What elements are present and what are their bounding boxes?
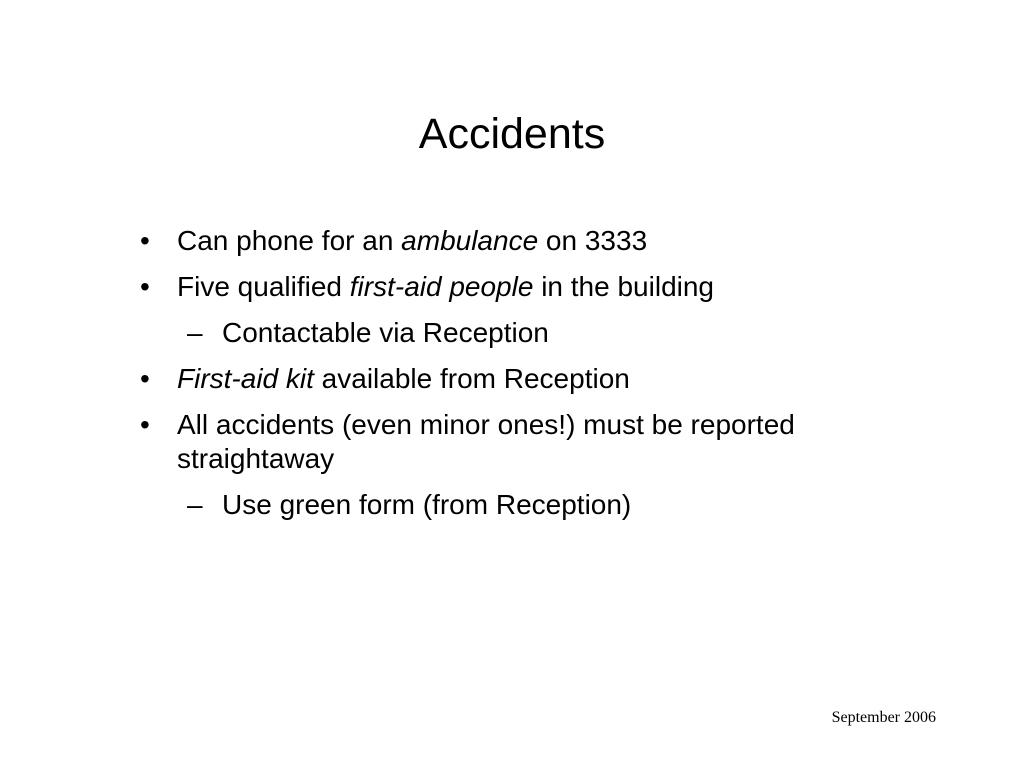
bullet-item-first-aid-kit xyxy=(0,362,797,396)
bullet-text: Can phone for an xyxy=(177,225,402,256)
sub-bullet-item-contactable xyxy=(0,316,822,350)
bullet-text: in the building xyxy=(533,271,714,302)
bullet-marker: • xyxy=(140,363,150,394)
bullet-text: Use green form (from Reception) xyxy=(222,489,632,520)
bullet-text: Five qualified xyxy=(177,271,350,302)
bullet-emphasis: first-aid people xyxy=(349,271,534,302)
bullet-marker: • xyxy=(140,225,150,256)
bullet-marker: • xyxy=(140,271,150,302)
bullet-text: Contactable via Reception xyxy=(222,317,549,348)
dash-marker: – xyxy=(187,317,203,348)
bullet-text: All accidents (even minor ones!) must be reported straightaway xyxy=(177,409,795,474)
bullet-item-ambulance xyxy=(0,224,797,258)
slide-footer-date: September 2006 xyxy=(831,709,936,726)
bullet-emphasis: First-aid kit xyxy=(177,363,314,394)
bullet-list xyxy=(0,224,1024,534)
bullet-emphasis: ambulance xyxy=(401,225,539,256)
bullet-text: available from Reception xyxy=(313,363,630,394)
bullet-text: on 3333 xyxy=(538,225,648,256)
dash-marker: – xyxy=(187,489,203,520)
bullet-marker: • xyxy=(140,409,150,440)
sub-bullet-item-green-form xyxy=(0,488,822,522)
slide-title: Accidents xyxy=(418,110,606,158)
bullet-item-report-accidents xyxy=(0,408,797,476)
bullet-item-first-aid-people xyxy=(0,270,797,304)
